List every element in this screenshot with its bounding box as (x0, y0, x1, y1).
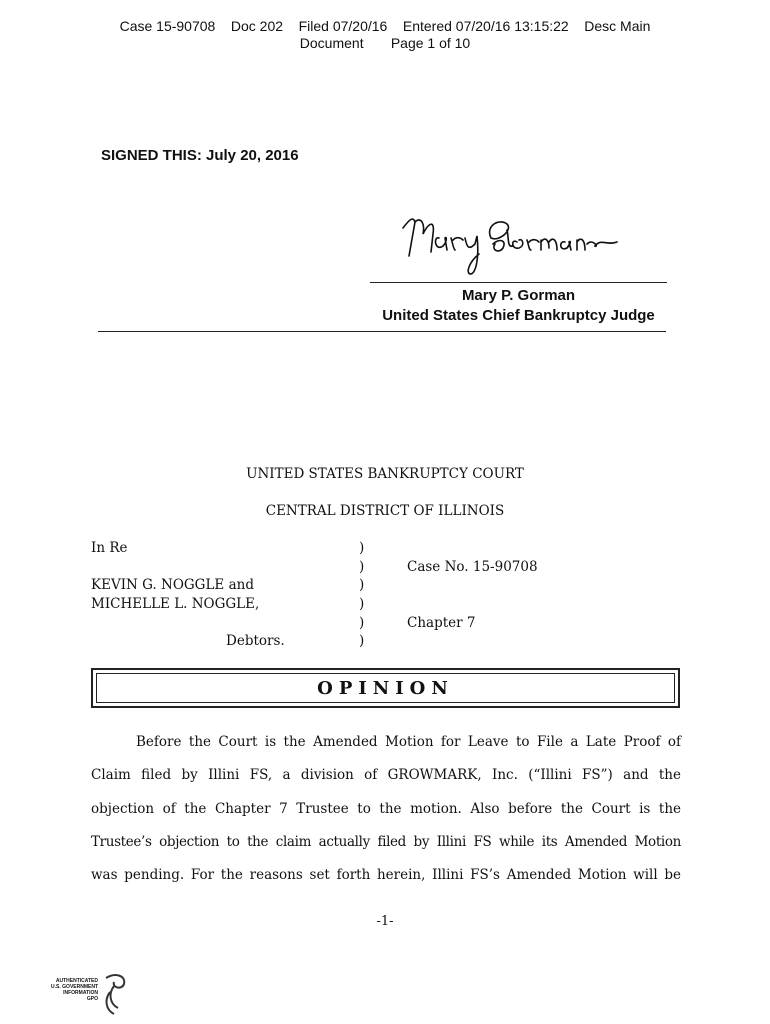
signature-block-divider (98, 331, 666, 332)
gpo-logo-text (42, 978, 98, 1002)
caption-debtor-2: MICHELLE L. NOGGLE, (91, 596, 260, 612)
caption-chapter: Chapter 7 (407, 615, 476, 631)
gpo-authentication-logo (42, 970, 132, 1018)
gpo-logo-line: AUTHENTICATED (55, 978, 98, 984)
caption-paren: ) (359, 596, 365, 612)
gpo-logo-line: U.S. GOVERNMENT (51, 984, 98, 990)
caption-paren: ) (359, 540, 365, 556)
caption-debtor-1: KEVIN G. NOGGLE and (91, 577, 254, 593)
signed-date: SIGNED THIS: July 20, 2016 (101, 147, 299, 164)
signature-line (370, 282, 667, 283)
header-case-info: Case 15-90708 Doc 202 Filed 07/20/16 Entered 07/20/16 13:15:22 Desc Main (119, 18, 651, 34)
body-line: was pending. For the reasons set forth herein, Illini FS’s Amended Motion will be (91, 867, 681, 883)
gpo-logo-line: INFORMATION (63, 990, 98, 996)
body-line: objection of the Chapter 7 Trustee to the motion. Also before the Court is the (91, 801, 681, 817)
opinion-title: OPINION (317, 677, 454, 699)
judge-title: United States Chief Bankruptcy Judge (382, 307, 655, 324)
body-line: Before the Court is the Amended Motion for Leave to File a Late Proof of (136, 734, 681, 750)
caption-paren: ) (359, 577, 365, 593)
judge-signature (395, 208, 625, 280)
header-page-info: Document Page 1 of 10 (299, 35, 471, 51)
eagle-icon (98, 972, 128, 1016)
court-district: CENTRAL DISTRICT OF ILLINOIS (265, 503, 505, 519)
gpo-logo-line: GPO (86, 996, 98, 1002)
court-name: UNITED STATES BANKRUPTCY COURT (246, 466, 524, 482)
caption-debtors-label: Debtors. (226, 633, 285, 649)
caption-paren: ) (359, 615, 365, 631)
caption-case-number: Case No. 15-90708 (407, 559, 538, 575)
caption-paren: ) (359, 559, 365, 575)
opinion-title-box (91, 668, 680, 708)
caption-in-re: In Re (91, 540, 128, 556)
page-number: -1- (376, 914, 394, 929)
judge-name: Mary P. Gorman (461, 287, 576, 304)
body-line: Trustee’s objection to the claim actually filed by Illini FS while its Amended Motion (91, 834, 681, 850)
caption-paren: ) (359, 633, 365, 649)
body-line: Claim filed by Illini FS, a division of GROWMARK, Inc. (“Illini FS”) and the (91, 767, 681, 783)
